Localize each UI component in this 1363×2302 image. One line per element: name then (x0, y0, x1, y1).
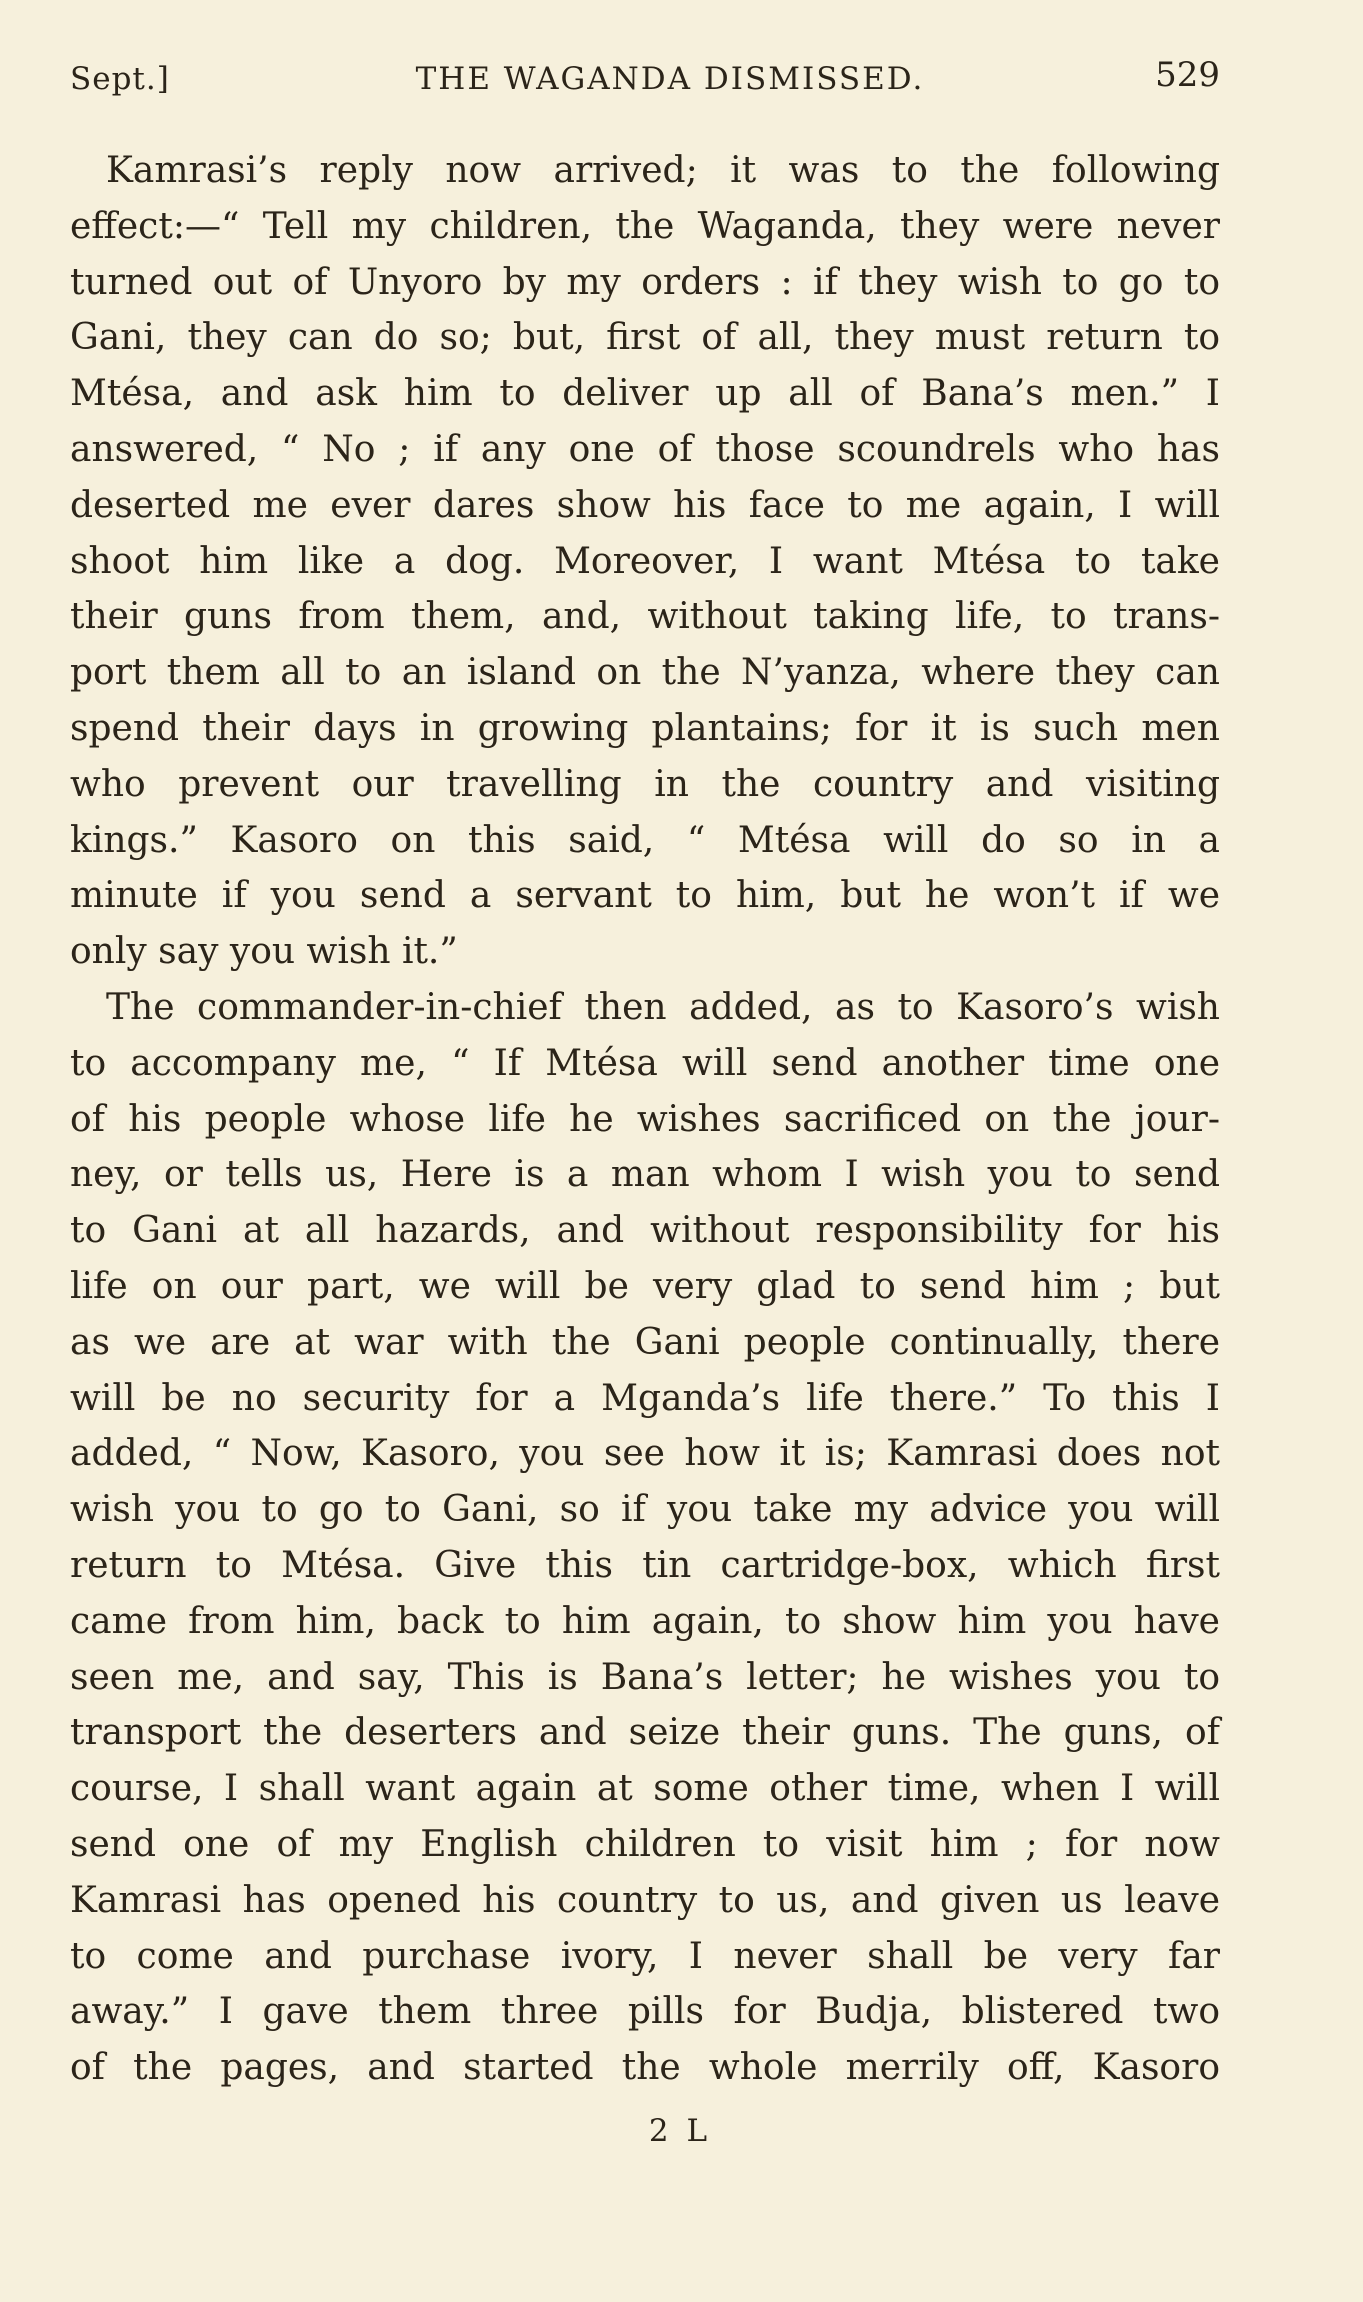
text-line: port them all to an island on the N’yanza, where they can (70, 652, 1220, 694)
text-line: Gani, they can do so; but, first of all, they must return to (70, 317, 1220, 359)
text-line: Mtésa, and ask him to deliver up all of Bana’s men.” I (70, 373, 1220, 415)
text-line: who prevent our travelling in the country and visiting (70, 763, 1220, 805)
text-line: to accompany me, “ If Mtésa will send another time one (70, 1042, 1220, 1084)
text-line: came from him, back to him again, to show him you have (70, 1600, 1220, 1642)
text-line: of his people whose life he wishes sacrificed on the jour- (70, 1098, 1220, 1140)
text-line: turned out of Unyoro by my orders : if they wish to go to (70, 261, 1220, 303)
text-line: life on our part, we will be very glad to send him ; but (70, 1265, 1220, 1307)
text-line: deserted me ever dares show his face to me again, I will (70, 484, 1220, 526)
text-line: seen me, and say, This is Bana’s letter; he wishes you to (70, 1656, 1220, 1698)
text-line: transport the deserters and seize their guns. The guns, of (70, 1712, 1220, 1754)
text-line: their guns from them, and, without taking life, to trans- (70, 596, 1220, 638)
text-line: Kamrasi’s reply now arrived; it was to the following (106, 150, 1220, 191)
text-line: effect:—“ Tell my children, the Waganda, they were never (70, 205, 1220, 247)
page-number: 529 (1155, 55, 1220, 95)
text-line: minute if you send a servant to him, but he won’t if we (70, 875, 1220, 917)
text-line: added, “ Now, Kasoro, you see how it is; Kamrasi does not (70, 1433, 1220, 1475)
text-line: kings.” Kasoro on this said, “ Mtésa will do so in a (70, 819, 1220, 861)
text-line: shoot him like a dog. Moreover, I want Mtésa to take (70, 540, 1220, 582)
text-line: to Gani at all hazards, and without responsibility for his (70, 1210, 1220, 1252)
text-line: will be no security for a Mganda’s life there.” To this I (70, 1377, 1220, 1419)
text-line: only say you wish it.” (70, 931, 458, 973)
body-text (70, 143, 1220, 2096)
text-line: return to Mtésa. Give this tin cartridge-box, which first (70, 1544, 1220, 1586)
text-line: send one of my English children to visit him ; for now (70, 1823, 1220, 1865)
text-line: answered, “ No ; if any one of those scoundrels who has (70, 428, 1220, 470)
text-line: course, I shall want again at some other time, when I will (70, 1768, 1220, 1810)
text-line: spend their days in growing plantains; for it is such men (70, 707, 1220, 749)
text-line: wish you to go to Gani, so if you take my advice you will (70, 1489, 1220, 1531)
text-line: Kamrasi has opened his country to us, and given us leave (70, 1879, 1220, 1921)
text-line: away.” I gave them three pills for Budja, blistered two (70, 1991, 1220, 2033)
signature-mark: 2 L (648, 2113, 712, 2149)
text-line: of the pages, and started the whole merrily off, Kasoro (70, 2047, 1220, 2089)
text-line: to come and purchase ivory, I never shall be very far (70, 1935, 1220, 1977)
text-line: ney, or tells us, Here is a man whom I wish you to send (70, 1154, 1220, 1196)
text-line: as we are at war with the Gani people continually, there (70, 1321, 1220, 1363)
text-line: The commander-in-chief then added, as to Kasoro’s wish (106, 986, 1220, 1028)
header-title: THE WAGANDA DISMISSED. (415, 61, 925, 97)
header-month: Sept.] (70, 61, 170, 97)
running-header (70, 55, 1220, 105)
